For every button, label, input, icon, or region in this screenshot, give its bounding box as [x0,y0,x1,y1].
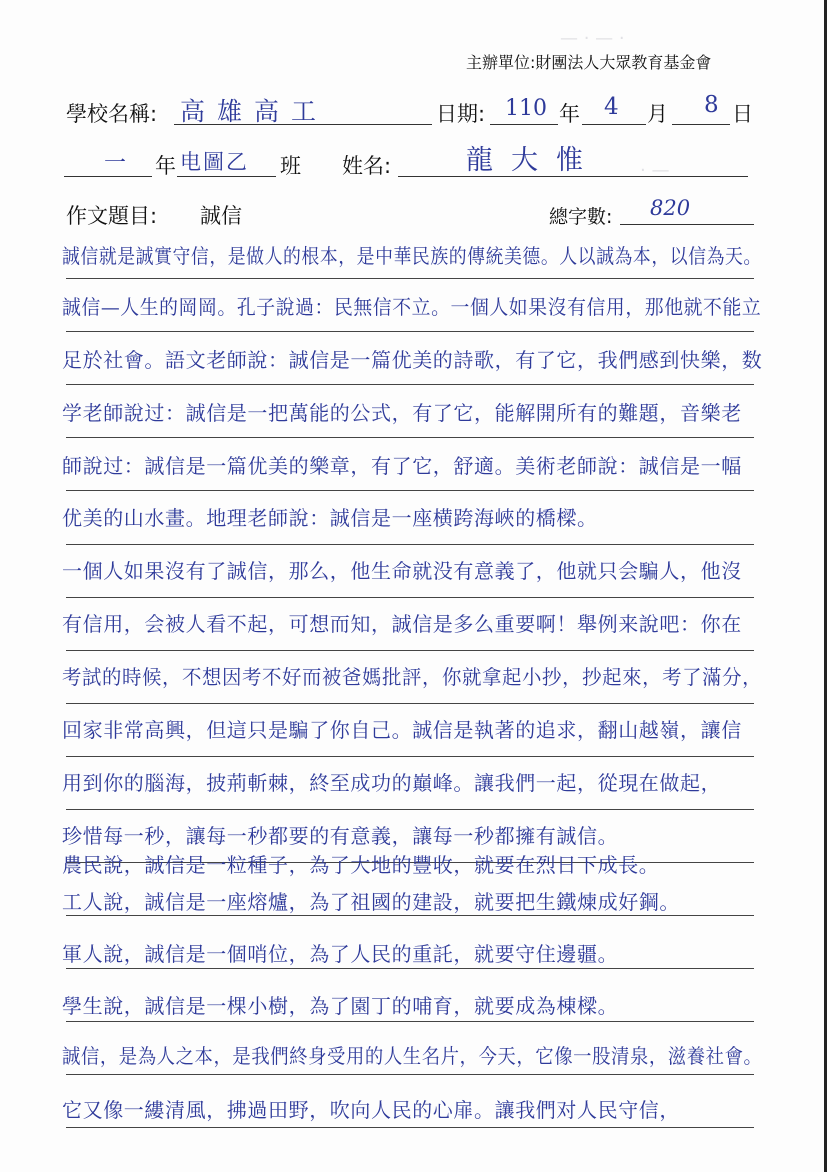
school-underline [174,124,432,125]
ruled-line [66,490,754,491]
word-count-value: 820 [650,196,691,220]
ruled-line [66,756,754,757]
ruled-line [66,1127,754,1128]
ruled-line [66,968,754,969]
grade-value: 一 [104,151,127,176]
essay-line: 它又像一縷清風，拂過田野，吹向人民的心扉。讓我們对人民守信， [62,1098,680,1122]
school-label: 學校名稱: [66,102,158,126]
essay-line: 學生說，誠信是一棵小樹，為了園丁的哺育，就要成為棟樑。 [62,994,619,1018]
grade-label: 年 [155,154,176,178]
date-year-underline [490,124,558,125]
essay-line: 一個人如果沒有了誠信，那么，他生命就没有意義了，他就只会騙人，他沒 [62,559,742,583]
word-count-label: 總字數: [549,206,613,228]
bleed-through-mark: — · — · [560,28,625,49]
ruled-line [66,331,754,332]
sponsor-line: 主辦單位:財團法人大眾教育基金會 [466,53,712,72]
year-label: 年 [559,102,580,126]
essay-line: 誠信，是為人之本，是我們終身受用的人生名片，今天，它像一股清泉，滋養社會。 [62,1044,763,1068]
date-month: 4 [604,94,619,120]
essay-line: 优美的山水畫。地理老師說：誠信是一座横跨海峽的橋樑。 [62,506,598,530]
date-label: 日期: [436,102,486,126]
essay-line: 足於社會。語文老師說：誠信是一篇优美的詩歌，有了它，我們感到快樂，数 [62,348,763,372]
ruled-line [66,809,754,810]
essay-line: 珍惜每一秒，讓每一秒都要的有意義，讓每一秒都擁有誠信。 [62,824,619,848]
word-count-underline [620,224,754,225]
ruled-line [66,650,754,651]
ruled-line [66,437,754,438]
date-month-underline [582,124,646,125]
name-underline [398,176,748,177]
essay-line: 工人說，誠信是一座熔爐，為了祖國的建設，就要把生鐵煉成好鋼。 [62,890,680,914]
date-year: 110 [505,96,547,121]
essay-line: 軍人說，誠信是一個哨位，為了人民的重託，就要守住邊疆。 [62,942,619,966]
topic-value: 誠信 [200,204,242,228]
essay-line: 誠信就是誠實守信，是做人的根本，是中華民族的傳統美德。人以誠為本，以信為天。 [62,244,762,268]
essay-line: 学老師說过：誠信是一把萬能的公式，有了它，能解開所有的難題，音樂老 [62,401,742,425]
ruled-line [66,703,754,704]
essay-line: 有信用，会被人看不起，可想而知，誠信是多么重要啊！舉例来說吧：你在 [62,612,742,636]
date-day-underline [672,124,730,125]
ruled-line [66,597,754,598]
ruled-line [66,278,754,279]
essay-line: 回家非常高興，但這只是騙了你自己。誠信是執著的追求，翻山越嶺，讓信 [62,718,742,742]
day-label: 日 [732,102,753,126]
date-day: 8 [704,92,719,118]
ruled-line [66,1074,754,1075]
ruled-line [66,384,754,385]
grade-underline [64,176,152,177]
name-value: 龍大惟 [466,145,601,176]
class-label: 班 [280,154,301,178]
class-underline [177,176,276,177]
essay-line: 誠信—人生的岡岡。孔子說過：民無信不立。一個人如果沒有信用，那他就不能立 [62,295,762,319]
ruled-line [66,915,754,916]
essay-line: 師說过：誠信是一篇优美的樂章，有了它，舒適。美術老師說：誠信是一幅 [62,454,742,478]
class-value: 电圖乙 [180,150,249,174]
topic-label: 作文題目: [66,204,158,228]
name-label: 姓名: [342,154,392,178]
essay-line: 考試的時候，不想因考不好而被爸媽批評，你就拿起小抄，抄起來，考了滿分， [62,665,763,689]
ruled-line [66,544,754,545]
month-label: 月 [647,102,668,126]
essay-line: 用到你的腦海，披荊斬棘，終至成功的巔峰。讓我們一起，從現在做起， [62,771,722,795]
bleed-through-mark: · — [640,160,670,181]
school-value: 高雄高工 [180,97,329,126]
ruled-line [66,1021,754,1022]
essay-line: 農民說，誠信是一粒種子，為了大地的豐收，就要在烈日下成長。 [62,853,660,877]
